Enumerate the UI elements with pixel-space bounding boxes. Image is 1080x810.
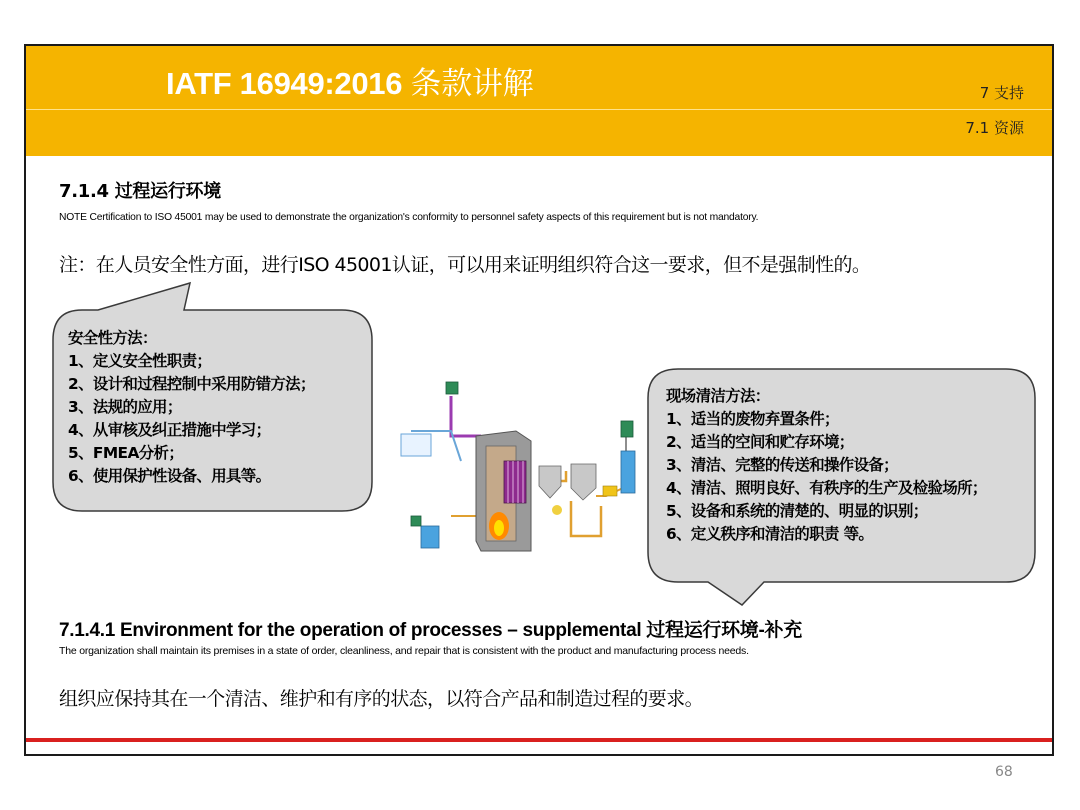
page-number: 68 xyxy=(995,764,1013,780)
cleaning-item: 1、适当的废物弃置条件； xyxy=(666,410,839,428)
clause-7141-text-zh: 组织应保持其在一个清洁、维护和有序的状态，以符合产品和制造过程的要求。 xyxy=(59,688,704,710)
safety-item: 4、从审核及纠正措施中学习； xyxy=(68,421,271,439)
title-en: IATF 16949:2016 xyxy=(166,66,403,101)
clause-714-heading: 7.1.4 过程运行环境 xyxy=(59,181,221,202)
slide xyxy=(24,44,1054,756)
cleaning-callout xyxy=(666,385,987,546)
cleaning-item: 3、清洁、完整的传送和操作设备； xyxy=(666,456,898,474)
cleaning-item: 4、清洁、照明良好、有秩序的生产及检验场所； xyxy=(666,479,987,497)
safety-item: 1、定义安全性职责； xyxy=(68,352,212,370)
section-label: 7.1 资源 xyxy=(965,119,1024,137)
safety-item: 6、使用保护性设备、用具等。 xyxy=(68,467,271,485)
cleaning-item: 6、定义秩序和清洁的职责 等。 xyxy=(666,525,874,543)
safety-item: 3、法规的应用； xyxy=(68,398,182,416)
clause-7141-text-en: The organization shall maintain its premises in a state of order, cleanliness, and repair that is consistent with the product and manufacturing process needs. xyxy=(59,645,749,657)
clause-714-note-zh: 注：在人员安全性方面，进行ISO 45001认证，可以用来证明组织符合这一要求，但不是强制性的。 xyxy=(59,254,871,276)
safety-item: 5、FMEA分析； xyxy=(68,444,184,462)
cleaning-item: 2、适当的空间和贮存环境； xyxy=(666,433,854,451)
clause-714-note-en: NOTE Certification to ISO 45001 may be used to demonstrate the organization's conformity to personnel safety aspects of this requirement but is not mandatory. xyxy=(59,212,759,223)
clause-7141-heading: 7.1.4.1 Environment for the operation of processes – supplemental 过程运行环境-补充 xyxy=(59,620,802,641)
safety-callout-heading: 安全性方法： xyxy=(68,329,157,347)
process-equipment-diagram xyxy=(391,376,661,556)
title-zh: 条款讲解 xyxy=(410,66,534,102)
safety-item: 2、设计和过程控制中采用防错方法； xyxy=(68,375,315,393)
cleaning-item: 5、设备和系统的清楚的、明显的识别； xyxy=(666,502,928,520)
chapter-label: 7 支持 xyxy=(979,84,1024,102)
safety-callout xyxy=(68,327,315,488)
footer-red-line xyxy=(26,738,1052,742)
cleaning-callout-heading: 现场清洁方法： xyxy=(666,387,770,405)
